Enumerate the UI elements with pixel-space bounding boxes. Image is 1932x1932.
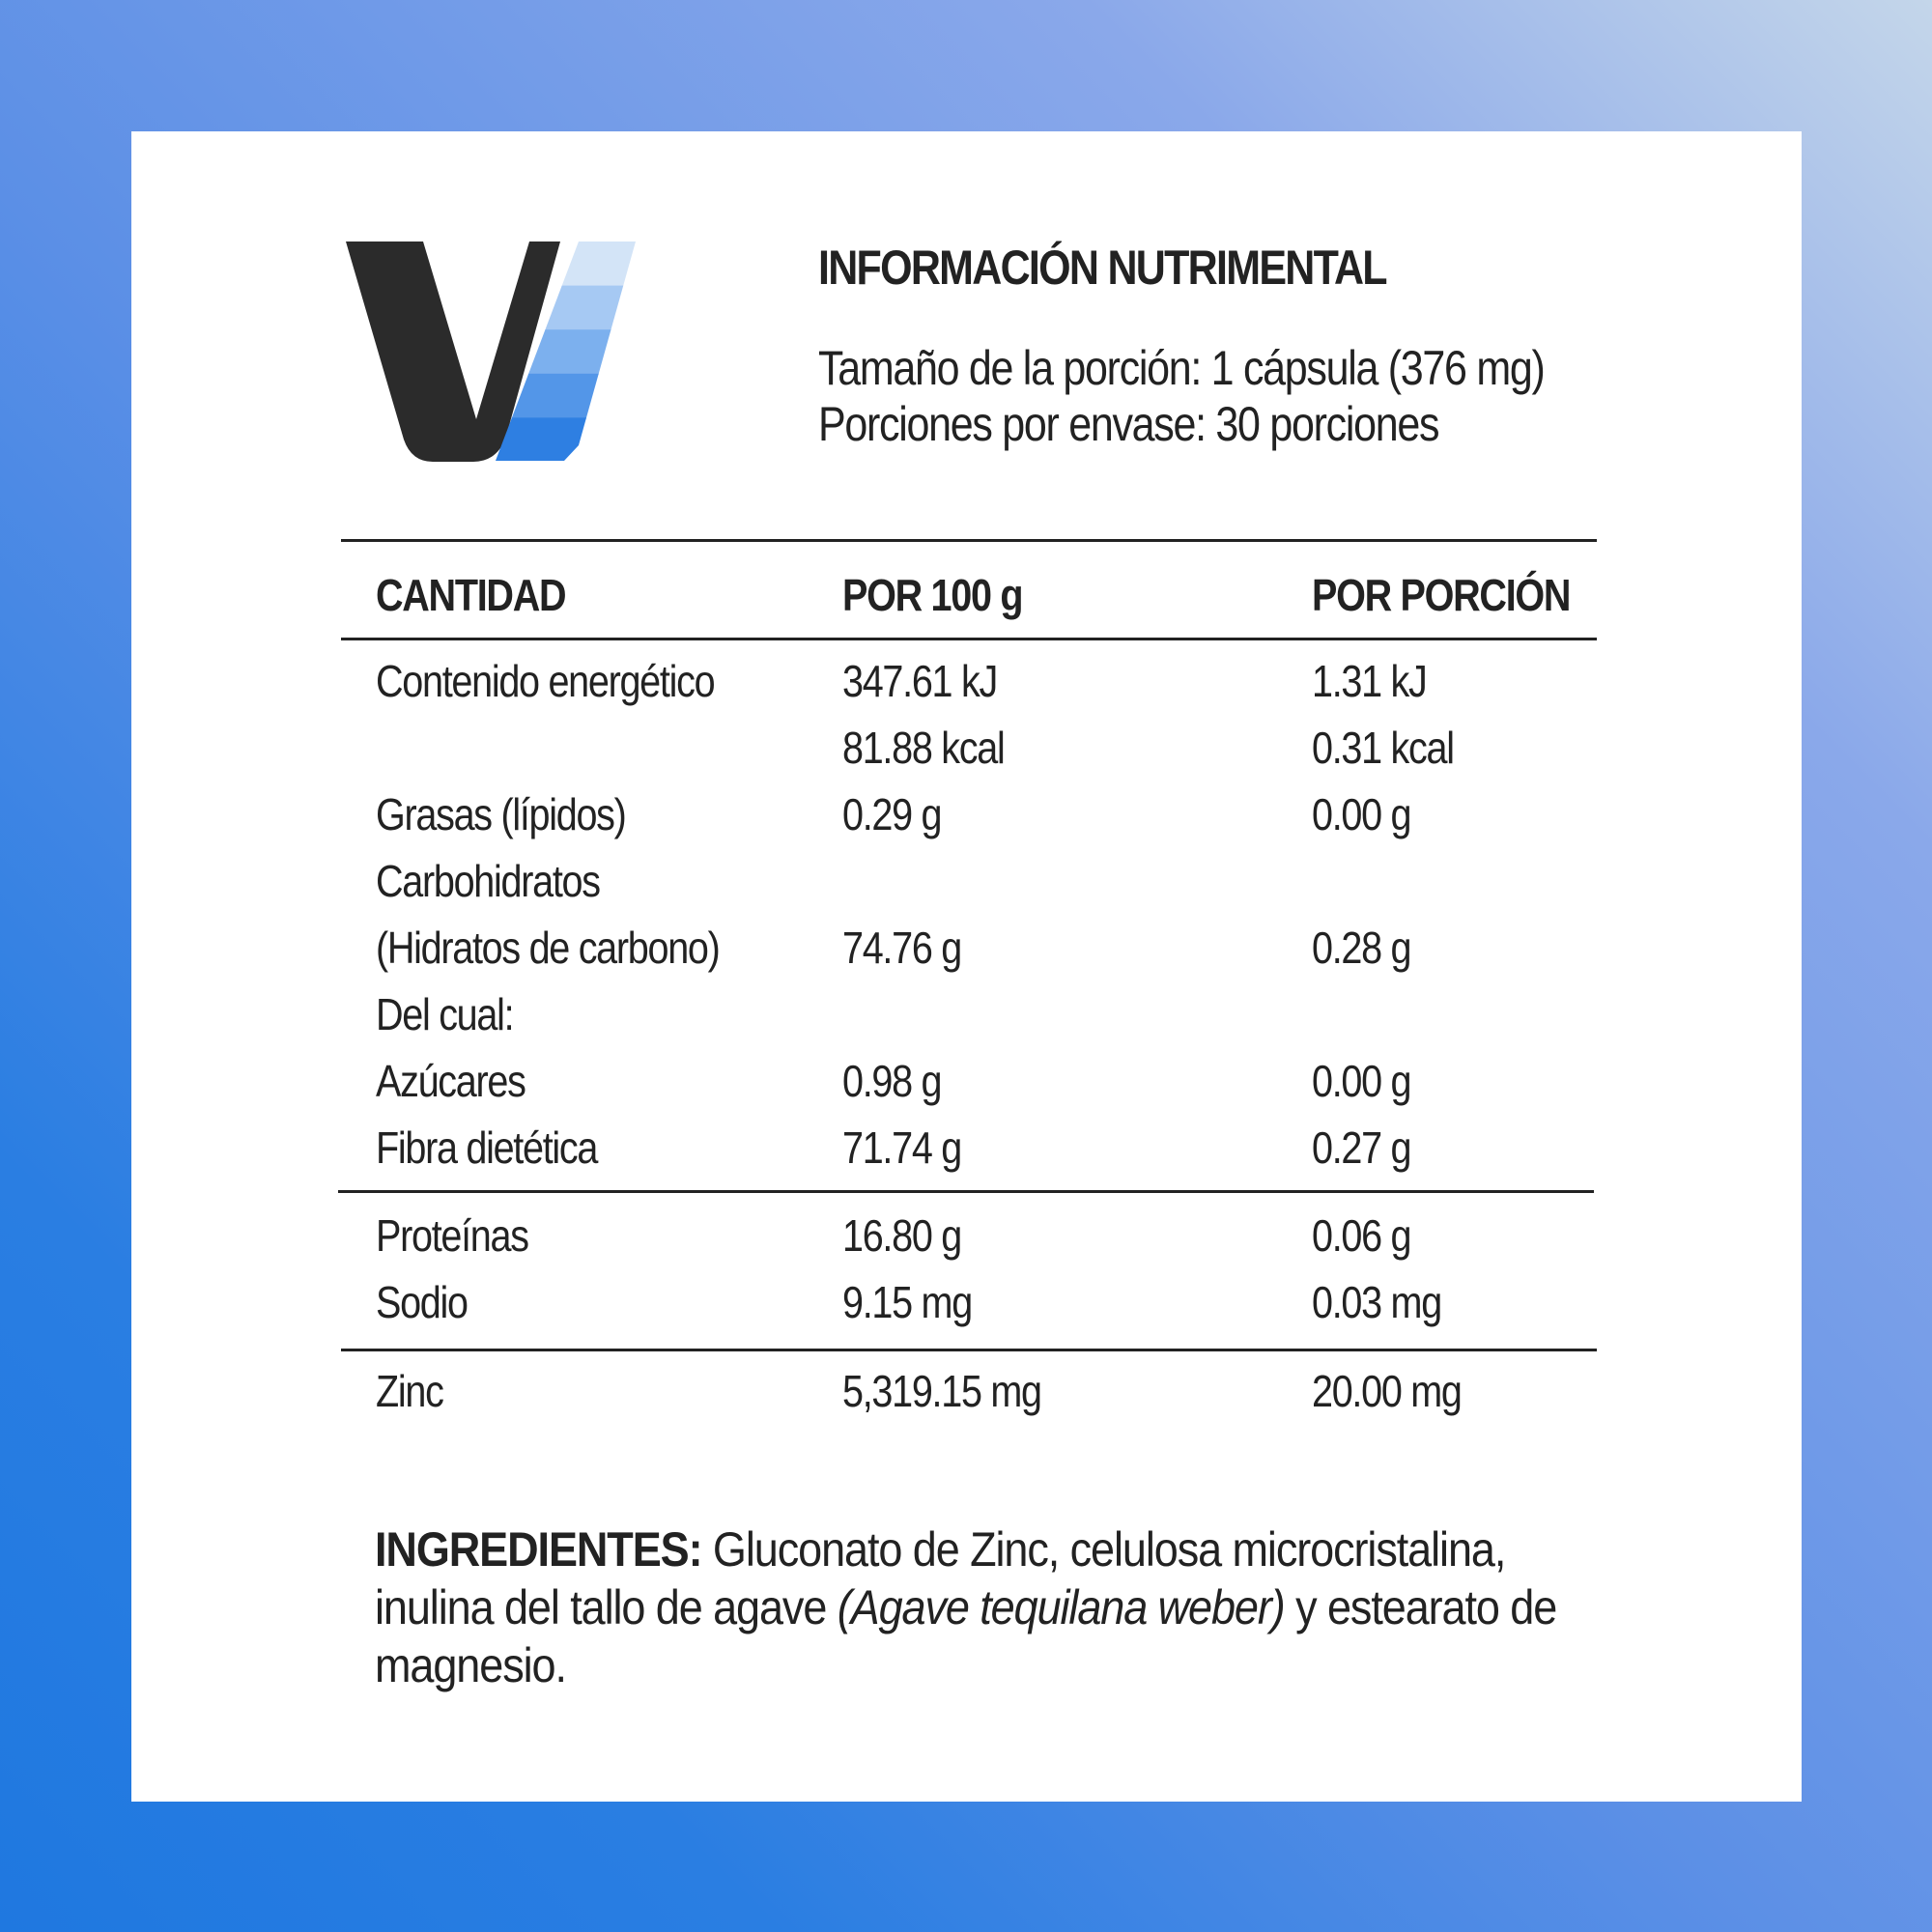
row-name: Del cual: — [376, 989, 514, 1039]
row-per-100g: 0.98 g — [842, 1056, 942, 1106]
section-rule-1 — [338, 1190, 1594, 1193]
row-per-serving: 0.06 g — [1312, 1210, 1411, 1261]
row-name: Zinc — [376, 1366, 443, 1416]
row-name: Azúcares — [376, 1056, 526, 1106]
row-name: Contenido energético — [376, 656, 715, 706]
row-name: (Hidratos de carbono) — [376, 923, 720, 973]
row-name: Carbohidratos — [376, 856, 600, 906]
row-per-100g: 16.80 g — [842, 1210, 961, 1261]
header-cantidad: CANTIDAD — [376, 570, 566, 620]
serving-info — [818, 340, 1545, 452]
row-per-serving: 20.00 mg — [1312, 1366, 1462, 1416]
row-per-serving: 0.00 g — [1312, 1056, 1411, 1106]
header-por-100g: POR 100 g — [842, 570, 1023, 620]
row-per-100g: 74.76 g — [842, 923, 961, 973]
row-per-100g: 347.61 kJ — [842, 656, 997, 706]
ingredients-species: (Agave tequilana weber) — [837, 1580, 1285, 1634]
nutrition-card — [131, 131, 1802, 1802]
servings-per-container: Porciones por envase: 30 porciones — [818, 397, 1439, 451]
ingredients-text — [375, 1520, 1592, 1694]
row-per-serving: 0.00 g — [1312, 789, 1411, 839]
header-rule — [341, 638, 1597, 640]
serving-size: Tamaño de la porción: 1 cápsula (376 mg) — [818, 341, 1545, 395]
row-name: Fibra dietética — [376, 1122, 598, 1173]
ingredients-label: INGREDIENTES: — [375, 1522, 702, 1577]
logo-stripe — [491, 417, 645, 463]
header-por-porcion: POR PORCIÓN — [1312, 570, 1571, 620]
ingredients-list-part-1: Gluconato de Zinc, celulosa microcristalina, inulina del tallo de agave — [375, 1522, 1506, 1634]
row-per-serving: 0.03 mg — [1312, 1277, 1441, 1327]
row-per-100g: 71.74 g — [842, 1122, 961, 1173]
row-per-100g: 5,319.15 mg — [842, 1366, 1041, 1416]
row-name: Sodio — [376, 1277, 468, 1327]
row-per-serving: 0.27 g — [1312, 1122, 1411, 1173]
label-title: INFORMACIÓN NUTRIMENTAL — [818, 241, 1386, 295]
row-name: Grasas (lípidos) — [376, 789, 626, 839]
table-top-rule — [341, 539, 1597, 542]
section-rule-2 — [341, 1349, 1597, 1351]
row-per-100g: 81.88 kcal — [842, 723, 1005, 773]
logo-stripe — [491, 242, 645, 287]
v-logo-icon — [346, 242, 655, 473]
row-per-serving: 0.28 g — [1312, 923, 1411, 973]
row-per-100g: 0.29 g — [842, 789, 942, 839]
row-name: Proteínas — [376, 1210, 528, 1261]
ingredients-list-part-2: y estearato de magnesio. — [375, 1580, 1557, 1692]
row-per-100g: 9.15 mg — [842, 1277, 972, 1327]
row-per-serving: 1.31 kJ — [1312, 656, 1427, 706]
row-per-serving: 0.31 kcal — [1312, 723, 1454, 773]
